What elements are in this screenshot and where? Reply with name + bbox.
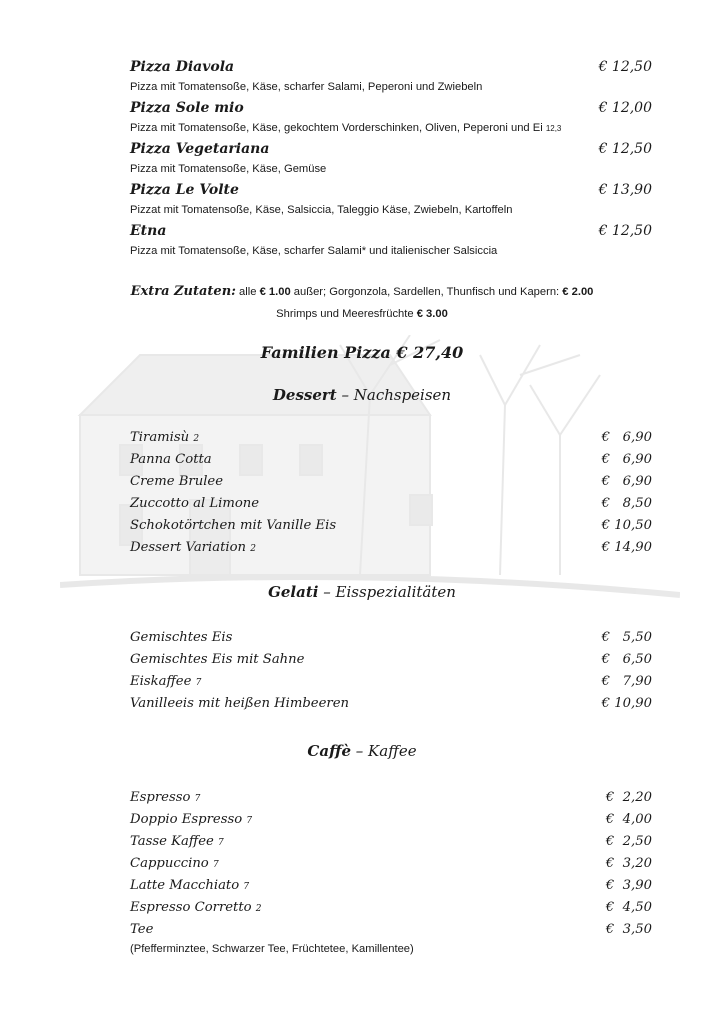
pizza-name: Pizza Sole mio xyxy=(130,100,244,116)
list-item: Schokotörtchen mit Vanille Eis € 10,50 xyxy=(130,518,652,533)
pizza-price: € 12,00 xyxy=(598,100,652,116)
pizza-description: Pizza mit Tomatensoße, Käse, Gemüse xyxy=(130,163,327,175)
pizza-price: € 12,50 xyxy=(598,59,652,75)
gelati-list xyxy=(130,627,652,715)
list-item: Espresso Corretto 2 € 4,50 xyxy=(130,900,652,915)
list-item: Latte Macchiato 7 € 3,90 xyxy=(130,878,652,893)
pizza-description: Pizzat mit Tomatensoße, Käse, Salsiccia, Taleggio Käse, Zwiebeln, Kartoffeln xyxy=(130,204,513,216)
list-item: Espresso 7 € 2,20 xyxy=(130,790,652,805)
list-item: Dessert Variation 2 € 14,90 xyxy=(130,540,652,555)
extra-toppings-line-1: Extra Zutaten: alle € 1.00 außer; Gorgonzola, Sardellen, Thunfisch und Kapern: € 2.00 xyxy=(130,284,594,299)
extra-toppings-label: Extra Zutaten: xyxy=(130,284,236,299)
list-item: Tiramisù 2 € 6,90 xyxy=(130,430,652,445)
list-item: Creme Brulee € 6,90 xyxy=(130,474,652,489)
pizza-price: € 13,90 xyxy=(598,182,652,198)
pizza-item xyxy=(130,57,652,97)
list-item: Doppio Espresso 7 € 4,00 xyxy=(130,812,652,827)
list-item: Gemischtes Eis € 5,50 xyxy=(130,630,652,645)
extra-toppings-line-2: Shrimps und Meeresfrüchte € 3.00 xyxy=(276,308,448,320)
pizza-item xyxy=(130,180,652,220)
list-item: Tasse Kaffee 7 € 2,50 xyxy=(130,834,652,849)
list-item: Eiskaffee 7 € 7,90 xyxy=(130,674,652,689)
caffe-heading: Caffè – Kaffee xyxy=(307,742,417,760)
pizza-name: Pizza Le Volte xyxy=(130,182,239,198)
dessert-list xyxy=(130,427,652,559)
list-item: Panna Cotta € 6,90 xyxy=(130,452,652,467)
dessert-heading: Dessert – Nachspeisen xyxy=(272,386,452,404)
pizza-description: Pizza mit Tomatensoße, Käse, scharfer Salami, Peperoni und Zwiebeln xyxy=(130,81,483,93)
pizza-price: € 12,50 xyxy=(598,141,652,157)
pizza-description: Pizza mit Tomatensoße, Käse, scharfer Salami* und italienischer Salsiccia xyxy=(130,245,498,257)
list-item: Cappuccino 7 € 3,20 xyxy=(130,856,652,871)
list-item: Gemischtes Eis mit Sahne € 6,50 xyxy=(130,652,652,667)
pizza-description: Pizza mit Tomatensoße, Käse, gekochtem Vorderschinken, Oliven, Peperoni und Ei 12,3 xyxy=(130,122,562,134)
pizza-price: € 12,50 xyxy=(598,223,652,239)
allergen-note: 12,3 xyxy=(545,124,562,133)
gelati-heading: Gelati – Eisspezialitäten xyxy=(268,583,456,601)
caffe-list xyxy=(130,787,652,941)
pizza-name: Pizza Diavola xyxy=(130,59,235,75)
list-item: Tee € 3,50 xyxy=(130,922,652,937)
tea-varieties-note: (Pfefferminztee, Schwarzer Tee, Früchtetee, Kamillentee) xyxy=(130,943,414,955)
pizza-item xyxy=(130,98,652,138)
pizza-name: Pizza Vegetariana xyxy=(130,141,270,157)
extra-toppings xyxy=(0,281,724,325)
family-pizza-heading: Familien Pizza € 27,40 xyxy=(260,343,464,362)
pizza-item xyxy=(130,139,652,179)
list-item: Zuccotto al Limone € 8,50 xyxy=(130,496,652,511)
list-item: Vanilleeis mit heißen Himbeeren € 10,90 xyxy=(130,696,652,711)
pizza-item xyxy=(130,221,652,261)
pizza-name: Etna xyxy=(130,223,167,239)
